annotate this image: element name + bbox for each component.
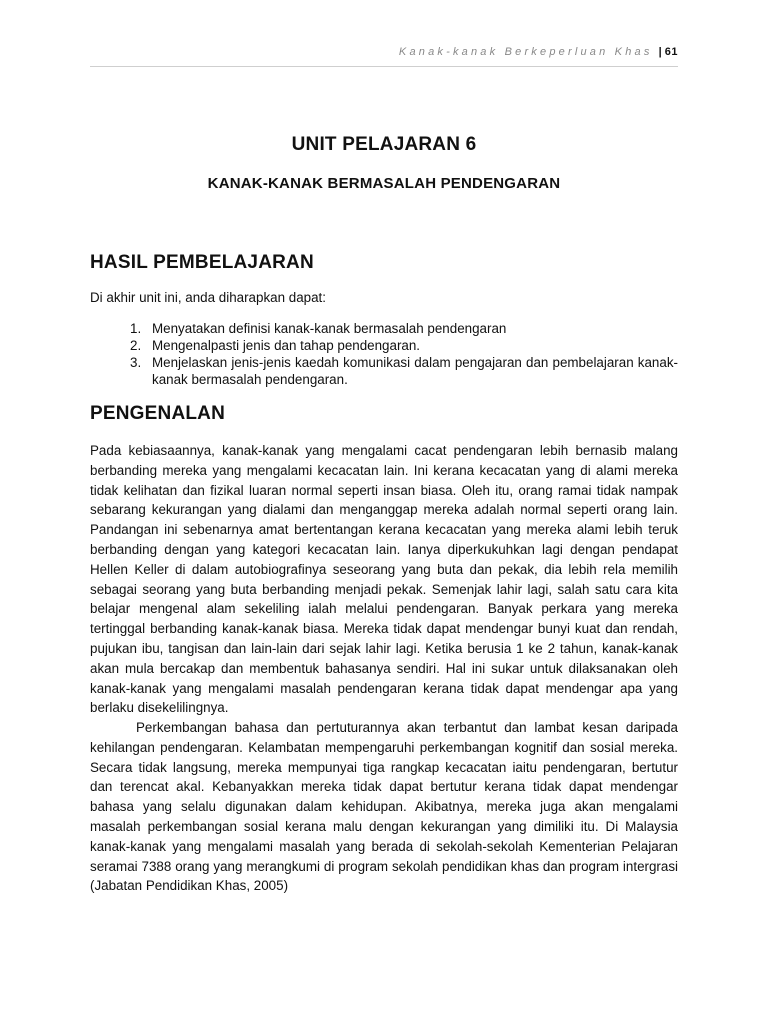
list-item bbox=[90, 354, 678, 388]
section-heading-pengenalan: PENGENALAN bbox=[90, 403, 226, 424]
running-title: Kanak-kanak Berkeperluan Khas bbox=[398, 46, 653, 58]
outcomes-intro: Di akhir unit ini, anda diharapkan dapat: bbox=[90, 290, 326, 305]
paragraph: Pada kebiasaannya, kanak-kanak yang mengalami cacat pendengaran lebih bernasib malang berbanding mereka yang mengalami kecacatan lain. Ini kerana kecacatan yang di alami mereka tidak kelihatan dan fizikal luaran normal seperti insan biasa. Oleh itu, orang ramai tidak nampak sebarang kekurangan yang dialami dan menganggap mereka adalah normal seperti orang lain. Pandangan ini sebenarnya amat bertentangan kerana kecacatan yang mereka alami lebih teruk berbanding dengan yang kategori kecacatan lain. Ianya diperkukuhkan lagi dengan pendapat Hellen Keller di dalam autobiografinya seseorang yang buta dan pekak, dia lebih rela memilih sebagai seorang yang buta berbanding menjadi pekak. Semenjak lahir lagi, salah satu cara kita belajar mengenal alam sekeliling ialah melalui pendengaran. Banyak perkara yang mereka tertinggal berbanding kanak-kanak biasa. Mereka tidak dapat mendengar bunyi kuat dan rendah, pujukan ibu, tangisan dan lain-lain dari sejak lahir lagi. Ketika berusia 1 ke 2 tahun, kanak-kanak akan mula bercakap dan membentuk bahasanya sendiri. Hal ini sukar untuk dilaksanakan oleh kanak-kanak yang mengalami masalah pendengaran kerana tidak dapat mendengar apa yang berlaku disekelilingnya. bbox=[90, 443, 678, 716]
list-item bbox=[90, 320, 678, 337]
list-text: Mengenalpasti jenis dan tahap pendengaran. bbox=[152, 338, 421, 353]
unit-title: UNIT PELAJARAN 6 bbox=[291, 134, 477, 155]
list-number: 2. bbox=[130, 338, 142, 353]
paragraph: Perkembangan bahasa dan pertuturannya akan terbantut dan lambat kesan daripada kehilangan pendengaran. Kelambatan mempengaruhi perkembangan kognitif dan sosial mereka. Secara tidak langsung, mereka mempunyai tiga rangkap kecacatan iaitu pendengaran, bertutur dan terencat akal. Kebanyakkan mereka tidak dapat bertutur kerana tidak dapat mendengar bahasa yang selalu digunakan dalam kehidupan. Akibatnya, mereka juga akan mengalami masalah perkembangan sosial kerana malu dengan kekurangan yang dimiliki itu. Di Malaysia kanak-kanak yang mengalami masalah yang berada di sekolah-sekolah Kementerian Pelajaran seramai 7388 orang yang merangkumi di program sekolah pendidikan khas dan program intergrasi (Jabatan Pendidikan Khas, 2005) bbox=[90, 720, 678, 894]
list-item bbox=[90, 337, 678, 354]
page-number: 61 bbox=[664, 46, 678, 58]
header-separator: | bbox=[658, 46, 662, 58]
section-heading-hasil: HASIL PEMBELAJARAN bbox=[90, 252, 314, 273]
running-header bbox=[90, 46, 678, 66]
list-text: Menjelaskan jenis-jenis kaedah komunikasi dalam pengajaran dan pembelajaran kanak-kanak bermasalah pendengaran. bbox=[152, 355, 678, 387]
header-rule bbox=[90, 66, 678, 67]
list-number: 1. bbox=[130, 321, 142, 336]
unit-subtitle: KANAK-KANAK BERMASALAH PENDENGARAN bbox=[207, 175, 561, 192]
outcomes-list bbox=[90, 320, 678, 388]
list-number: 3. bbox=[130, 355, 142, 370]
list-text: Menyatakan definisi kanak-kanak bermasalah pendengaran bbox=[152, 321, 507, 336]
